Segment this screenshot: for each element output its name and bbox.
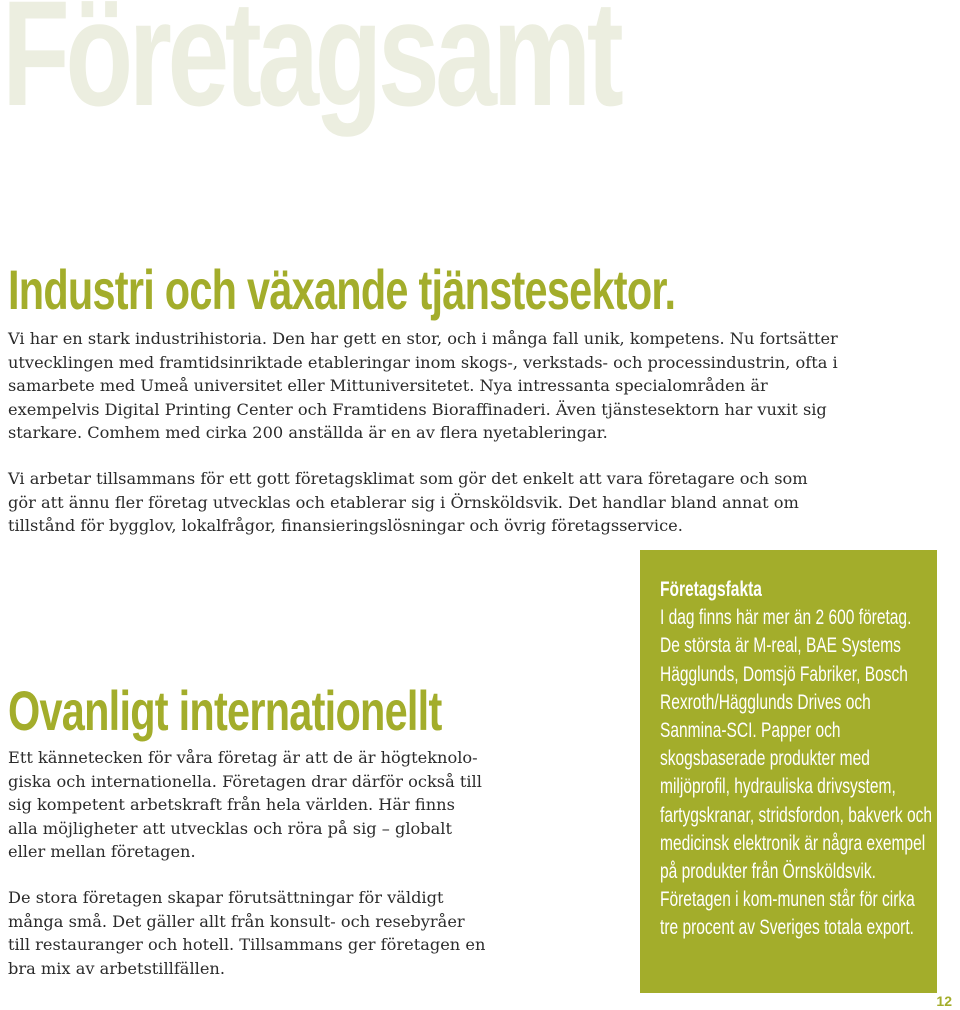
page-number: 12 — [936, 993, 952, 1009]
company-facts-box — [640, 550, 937, 993]
company-facts-text: I dag finns här mer än 2 600 företag. De största är M-real, BAE Systems Hägglunds, Domsjö Fabriker, Bosch Rexroth/Hägglunds Drives och Sanmina-SCI. Papper och skogsbaserade produkter med miljöprofil, hydrauliska drivsystem, fartygskranar, stridsfordon, bakverk och medicinsk elektronik är några exempel på produkter från Örnsköldsvik. Företagen i kom-munen står för cirka tre procent av Sveriges totala export. — [660, 606, 933, 940]
watermark-title: Företagsamt — [2, 0, 620, 137]
paragraph-industri-history: Vi har en stark industrihistoria. Den har gett en stor, och i många fall unik, kompetens. Nu fortsätter utvecklingen med framtidsinriktade etableringar inom skogs-, verkstads- och processindustrin, ofta i samarbete med Umeå universitet eller Mittuniversitetet. Nya intressanta specialområden är exempelvis Digital Printing Center och Framtidens Bioraffinaderi. Även tjänstesektorn har vuxit sig starkare. Comhem med cirka 200 anställda är en av flera nyetableringar. — [8, 329, 838, 442]
paragraph-business-climate: Vi arbetar tillsammans för ett gott företagsklimat som gör det enkelt att vara företagare och som gör att ännu fler företag utvecklas och etablerar sig i Örnsköldsvik. Det handlar bland annat om tillstånd för bygglov, lokalfrågor, finansieringslösningar och övrig företagsservice. — [8, 469, 808, 535]
section-heading-industri: Industri och växande tjänstesektor. — [8, 258, 676, 321]
company-facts-title: Företagsfakta — [660, 578, 762, 601]
section-heading-internationellt: Ovanligt internationellt — [8, 679, 442, 742]
paragraph-international: Ett kännetecken för våra företag är att de är högteknolo-giska och internationella. Företagen drar därför också till sig kompetent arbetskraft från hela världen. Här finns alla möjligheter att utvecklas och röra på sig – globalt eller mellan företagen. — [8, 748, 482, 861]
paragraph-small-companies: De stora företagen skapar förutsättningar för väldigt många små. Det gäller allt från konsult- och resebyråer till restauranger och hotell. Tillsammans ger företagen en bra mix av arbetstillfällen. — [8, 888, 486, 978]
company-facts-content — [660, 576, 934, 943]
